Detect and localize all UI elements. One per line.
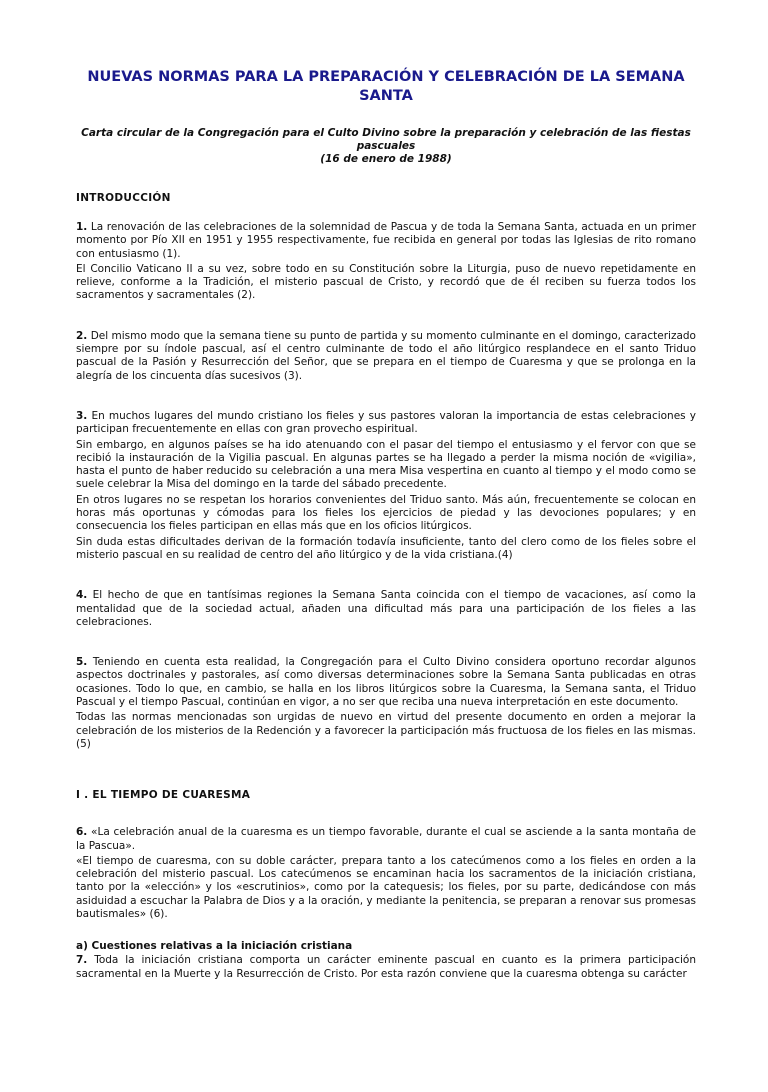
paragraph-number: 3. (76, 409, 88, 422)
paragraph-6b: «El tiempo de cuaresma, con su doble carácter, prepara tanto a los catecúmenos como a los fieles en orden a la celebración del misterio pascual. Los catecúmenos se encaminan hacia los sacramentos de la iniciación cristiana, tanto por la «elección» y los «escrutinios», como por la catequesis; los fieles, por su parte, dedicándose con más asiduidad a escuchar la Palabra de Dios y a la oración, y mediante la penitencia, se preparan a renovar sus promesas bautismales» (6). (76, 854, 696, 920)
paragraph-text: Del mismo modo que la semana tiene su punto de partida y su momento culminante en el domingo, caracterizado siempre por su índole pascual, así el centro culminante de todo el año litúrgico resplandece en el santo Triduo pascual de la Pasión y Resurrección del Señor, que se prepara en el tiempo de Cuaresma y que se prolonga en la alegría de los cincuenta días sucesivos (3). (76, 329, 696, 382)
document-title: NUEVAS NORMAS PARA LA PREPARACIÓN Y CELEBRACIÓN DE LA SEMANA SANTA (87, 69, 685, 104)
paragraph-number: 6. (76, 826, 88, 839)
section-1-heading: I . EL TIEMPO DE CUARESMA (76, 789, 251, 802)
paragraph-number: 5. (76, 656, 88, 669)
paragraph-text: En muchos lugares del mundo cristiano los fieles y sus pastores valoran la importancia de estas celebraciones y participan frecuentemente en ellas con gran provecho espiritual. (76, 409, 696, 436)
paragraph-5b: Todas las normas mencionadas son urgidas de nuevo en virtud del presente documento en orden a mejorar la celebración de los misterios de la Redención y a favorecer la participación más fructuosa de los fieles en las mismas.(5) (76, 711, 696, 750)
paragraph-text: La renovación de las celebraciones de la solemnidad de Pascua y de toda la Semana Santa, actuada en un primer momento por Pío XII en 1951 y 1955 respectivamente, fue recibida en general por todas las Iglesias de rito romano con entusiasmo (1). (76, 221, 697, 260)
paragraph-text: Teniendo en cuenta esta realidad, la Congregación para el Culto Divino considera oportuno recordar algunos aspectos doctrinales y pastorales, así como diversas determinaciones sobre la Semana Santa publicadas en otras ocasiones. Todo lo que, en cambio, se halla en los libros litúrgicos sobre la Cuaresma, la Semana santa, el Triduo Pascual y el tiempo Pascual, continúan en vigor, a no ser que reciba una nueva interpretación en este documento. (76, 656, 696, 709)
introduction-heading: INTRODUCCIÓN (76, 192, 171, 204)
document-date: (16 de enero de 1988) (320, 153, 452, 165)
paragraph-3c: En otros lugares no se respetan los horarios convenientes del Triduo santo. Más aún, frecuentemente se colocan en horas más oportunas y cómodas para los fieles los ejercicios de piedad y las devociones populares; y en consecuencia los fieles participan en ellas más que en los oficios litúrgicos. (76, 493, 696, 533)
paragraph-text: Toda la iniciación cristiana comporta un carácter eminente pascual en cuanto es la primera participación sacramental en la Muerte y la Resurrección de Cristo. Por esta razón conviene que la cuaresma obtenga su carácter (76, 954, 696, 980)
paragraph-3b: Sin embargo, en algunos países se ha ido atenuando con el pasar del tiempo el entusiasmo y el fervor con que se recibió la instauración de la Vigilia pascual. En algunas partes se ha llegado a perder la misma noción de «vigilia», hasta el punto de haber reducido su celebración a una mera Misa vespertina en cuanto al tiempo y el modo como se suele celebrar la Misa del domingo en la tarde del sábado precedente. (76, 438, 696, 491)
paragraph-7 (76, 954, 696, 981)
document-page (0, 68, 768, 1092)
document-subtitle: Carta circular de la Congregación para el Culto Divino sobre la preparación y celebración de las fiestas pascuales (81, 127, 691, 152)
paragraph-5 (76, 656, 696, 709)
paragraph-3d: Sin duda estas dificultades derivan de la formación todavía insuficiente, tanto del clero como de los fieles sobre el misterio pascual en su realidad de centro del año litúrgico y de la vida cristiana.(4) (76, 535, 696, 561)
paragraph-text: El hecho de que en tantísimas regiones la Semana Santa coincida con el tiempo de vacaciones, así como la mentalidad que de la sociedad actual, añaden una dificultad más para una participación de los fieles a las celebraciones. (76, 589, 696, 628)
paragraph-text: «La celebración anual de la cuaresma es un tiempo favorable, durante el cual se asciende a la santa montaña de la Pascua». (76, 826, 696, 852)
paragraph-1b: El Concilio Vaticano II a su vez, sobre todo en su Constitución sobre la Liturgia, puso de nuevo repetidamente en relieve, conforme a la Tradición, el misterio pascual de Cristo, y recordó que de él reciben su fuerza todos los sacramentos y sacramentales (2). (76, 262, 696, 302)
paragraph-number: 7. (76, 954, 88, 967)
paragraph-4 (76, 589, 696, 629)
paragraph-number: 1. (76, 221, 88, 233)
paragraph-3 (76, 410, 696, 437)
paragraph-number: 4. (76, 589, 88, 602)
paragraph-number: 2. (76, 329, 88, 342)
paragraph-2 (76, 330, 696, 383)
subsection-a-heading: a) Cuestiones relativas a la iniciación cristiana (76, 940, 353, 953)
paragraph-6 (76, 826, 696, 853)
paragraph-1 (76, 221, 696, 261)
